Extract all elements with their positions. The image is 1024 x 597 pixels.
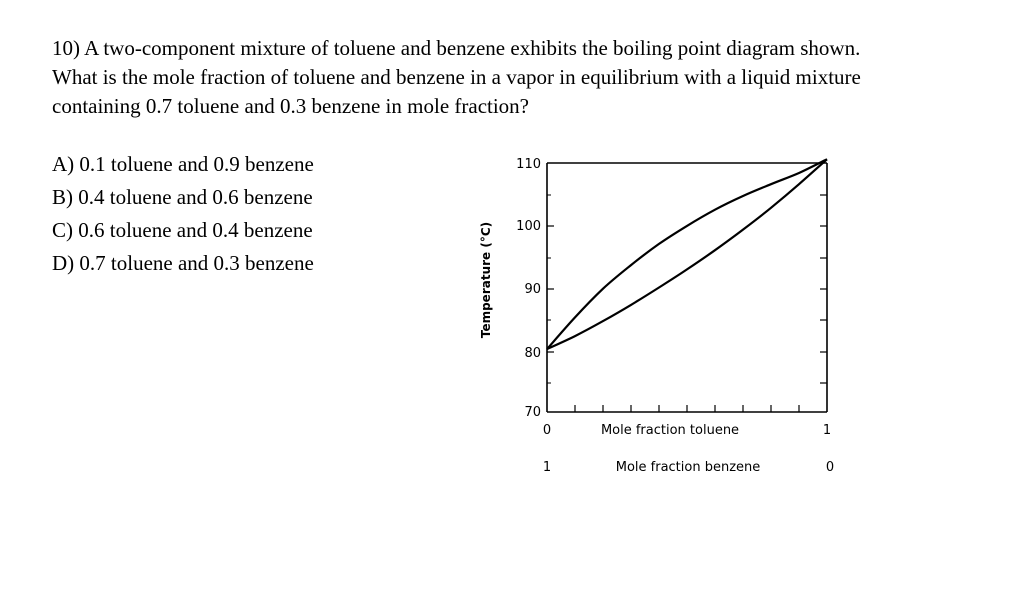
vapor-curve xyxy=(547,159,827,349)
question-line-1: 10) A two-component mixture of toluene and benzene exhibits the boiling point diagram shown. xyxy=(52,36,861,60)
y-axis-label: Temperature (°C) xyxy=(479,221,493,339)
x-tick-benzene-1: 1 xyxy=(542,460,552,475)
boiling-point-diagram xyxy=(470,150,850,490)
question-line-3: containing 0.7 toluene and 0.3 benzene in mole fraction? xyxy=(52,94,530,118)
x-axis-label-benzene: Mole fraction benzene xyxy=(615,460,761,475)
question-line-2: What is the mole fraction of toluene and benzene in a vapor in equilibrium with a liquid mixture xyxy=(52,65,861,89)
question-text xyxy=(52,34,1012,121)
option-d[interactable]: D) 0.7 toluene and 0.3 benzene xyxy=(52,251,314,275)
x-tick-toluene-1: 1 xyxy=(822,423,832,438)
y-tick-80: 80 xyxy=(524,346,541,361)
x-tick-benzene-0: 0 xyxy=(825,460,835,475)
x-tick-toluene-0: 0 xyxy=(542,423,552,438)
option-c[interactable]: C) 0.6 toluene and 0.4 benzene xyxy=(52,218,313,242)
option-a[interactable]: A) 0.1 toluene and 0.9 benzene xyxy=(52,152,314,176)
y-tick-90: 90 xyxy=(524,282,541,297)
option-b[interactable]: B) 0.4 toluene and 0.6 benzene xyxy=(52,185,313,209)
answer-options xyxy=(52,148,314,280)
liquid-curve xyxy=(547,159,827,349)
y-tick-110: 110 xyxy=(516,157,541,172)
y-tick-70: 70 xyxy=(524,405,541,420)
y-tick-100: 100 xyxy=(516,219,541,234)
x-axis-label-toluene: Mole fraction toluene xyxy=(600,423,740,438)
